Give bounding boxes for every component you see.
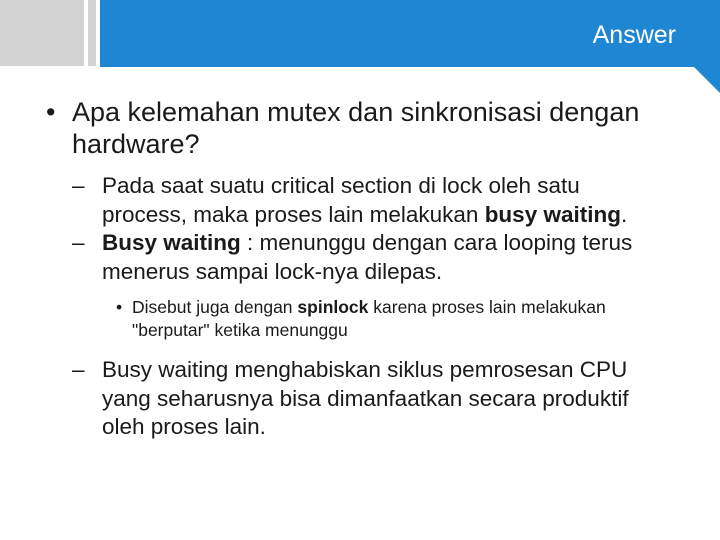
bullet-item-1 — [46, 172, 666, 229]
dash-icon: – — [72, 357, 85, 382]
item1-text-end: . — [620, 201, 628, 227]
bullet-question — [46, 96, 666, 160]
item2-bold: Busy waiting — [102, 230, 241, 255]
bullet-subitem — [46, 296, 666, 342]
bullet-item-2 — [46, 229, 666, 286]
item2-text: : menunggu dengan cara looping terus menerus sampai lock-nya dilepas. — [102, 230, 633, 284]
subitem-text-end: karena proses lain melakukan "berputar" ketika menunggu — [132, 297, 606, 340]
item1-text: Pada saat suatu critical section di lock oleh satu process, maka proses lain melakukan — [102, 173, 580, 227]
slide-title: Answer — [592, 21, 676, 49]
item1-bold: busy waiting — [484, 201, 621, 227]
question-text: Apa kelemahan mutex dan sinkronisasi dengan hardware? — [72, 97, 640, 159]
header-decoration-stripe — [88, 0, 96, 66]
header-decoration-block — [0, 0, 84, 66]
bullet-item-3 — [46, 356, 666, 442]
dash-icon: – — [72, 230, 85, 255]
bullet-dot-icon: • — [46, 97, 56, 127]
bullet-dot-icon: • — [116, 297, 123, 317]
subitem-text: Disebut juga dengan — [132, 297, 298, 317]
title-bar — [100, 0, 720, 67]
dash-icon: – — [72, 173, 85, 198]
subitem-bold: spinlock — [297, 297, 369, 317]
item3-text: Busy waiting menghabiskan siklus pemrosesan CPU yang seharusnya bisa dimanfaatkan secara produktif oleh proses lain. — [102, 357, 629, 439]
slide-content — [46, 96, 666, 442]
title-bar-tab — [694, 67, 720, 93]
